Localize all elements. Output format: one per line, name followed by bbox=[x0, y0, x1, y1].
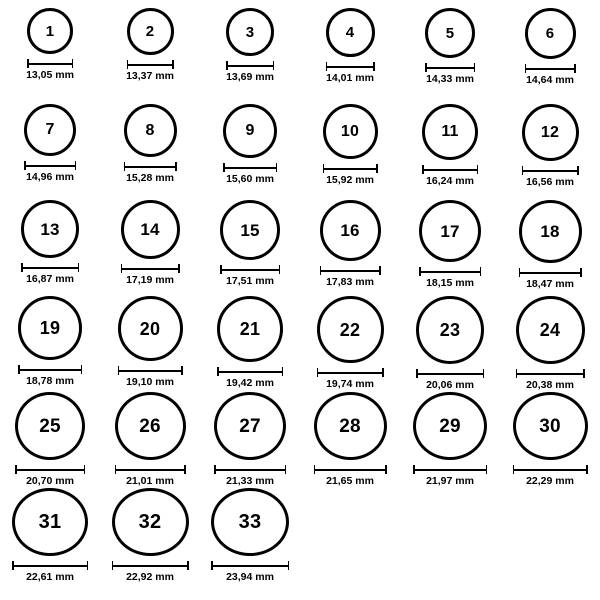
ring-size-cell bbox=[100, 392, 200, 488]
ring-circle bbox=[211, 488, 289, 556]
ring-size-label: 18 bbox=[540, 222, 560, 241]
ring-size-cell bbox=[0, 296, 100, 392]
dimension-annotation bbox=[214, 465, 286, 488]
dimension-tick-right-icon bbox=[276, 163, 278, 172]
dimension-tick-right-icon bbox=[474, 63, 476, 72]
ring-circle bbox=[326, 8, 375, 57]
dimension-annotation bbox=[15, 465, 85, 488]
dimension-line-icon bbox=[516, 369, 585, 378]
diameter-text: 13,05 mm bbox=[26, 69, 74, 81]
diameter-text: 21,33 mm bbox=[226, 475, 274, 488]
dimension-tick-left-icon bbox=[217, 367, 219, 376]
ring-size-label: 3 bbox=[245, 23, 255, 41]
ring-size-cell bbox=[500, 392, 600, 488]
ring-size-cell bbox=[100, 488, 200, 584]
diameter-text: 23,94 mm bbox=[226, 571, 274, 584]
ring-size-cell bbox=[100, 8, 200, 104]
ring-circle bbox=[21, 200, 79, 258]
dimension-line-icon bbox=[314, 465, 387, 474]
ring-circle bbox=[217, 296, 283, 362]
diameter-text: 17,51 mm bbox=[226, 275, 274, 287]
ring-size-cell bbox=[0, 488, 100, 584]
dimension-line-icon bbox=[317, 368, 384, 377]
dimension-annotation bbox=[422, 165, 478, 188]
dimension-tick-right-icon bbox=[379, 266, 381, 275]
dimension-tick-right-icon bbox=[583, 369, 585, 378]
dimension-line-icon bbox=[326, 62, 375, 71]
ring-size-label: 10 bbox=[340, 122, 360, 140]
ring-circle bbox=[422, 104, 478, 160]
diameter-text: 17,19 mm bbox=[126, 274, 174, 286]
dimension-tick-right-icon bbox=[175, 162, 177, 171]
ring-size-cell bbox=[200, 296, 300, 392]
ring-size-label: 28 bbox=[339, 415, 361, 437]
ring-circle bbox=[413, 392, 487, 460]
ring-size-label: 27 bbox=[239, 415, 261, 437]
ring-size-label: 4 bbox=[345, 24, 355, 41]
dimension-line-icon bbox=[124, 162, 177, 171]
ring-size-cell bbox=[0, 200, 100, 296]
dimension-tick-left-icon bbox=[314, 465, 316, 474]
ring-circle bbox=[118, 296, 183, 361]
ring-size-cell bbox=[300, 296, 400, 392]
dimension-tick-left-icon bbox=[422, 165, 424, 174]
dimension-annotation bbox=[126, 60, 174, 83]
diameter-text: 20,06 mm bbox=[426, 379, 474, 391]
dimension-tick-right-icon bbox=[285, 465, 287, 474]
dimension-tick-left-icon bbox=[226, 61, 228, 70]
diameter-text: 19,74 mm bbox=[326, 378, 374, 390]
dimension-tick-left-icon bbox=[516, 369, 518, 378]
diameter-text: 22,61 mm bbox=[26, 571, 74, 584]
ring-size-label: 26 bbox=[139, 415, 161, 437]
dimension-tick-right-icon bbox=[288, 561, 290, 570]
dimension-tick-right-icon bbox=[282, 367, 284, 376]
dimension-annotation bbox=[12, 561, 88, 584]
dimension-tick-left-icon bbox=[115, 465, 117, 474]
diameter-text: 19,10 mm bbox=[126, 376, 174, 388]
diameter-text: 14,33 mm bbox=[426, 73, 474, 85]
dimension-tick-right-icon bbox=[172, 60, 174, 69]
ring-size-label: 14 bbox=[140, 220, 160, 239]
dimension-tick-left-icon bbox=[124, 162, 126, 171]
ring-size-cell bbox=[400, 8, 500, 104]
dimension-tick-left-icon bbox=[317, 368, 319, 377]
diameter-text: 13,69 mm bbox=[226, 71, 274, 83]
dimension-tick-left-icon bbox=[519, 268, 521, 277]
dimension-annotation bbox=[21, 263, 79, 286]
ring-size-label: 6 bbox=[545, 25, 555, 42]
dimension-tick-left-icon bbox=[513, 465, 515, 474]
dimension-line-icon bbox=[513, 465, 588, 474]
dimension-tick-right-icon bbox=[273, 61, 275, 70]
dimension-line-icon bbox=[413, 465, 487, 474]
dimension-tick-left-icon bbox=[220, 265, 222, 274]
diameter-text: 18,15 mm bbox=[426, 277, 474, 289]
dimension-annotation bbox=[18, 365, 82, 388]
ring-size-label: 8 bbox=[145, 121, 155, 139]
ring-circle bbox=[220, 200, 280, 260]
dimension-tick-right-icon bbox=[187, 561, 189, 570]
ring-circle bbox=[214, 392, 286, 460]
ring-size-label: 31 bbox=[38, 511, 62, 534]
ring-circle bbox=[121, 200, 180, 259]
dimension-line-icon bbox=[211, 561, 289, 570]
ring-size-label: 17 bbox=[440, 221, 460, 241]
dimension-annotation bbox=[525, 64, 576, 87]
dimension-line-icon bbox=[519, 268, 582, 277]
ring-size-label: 33 bbox=[238, 511, 262, 534]
ring-circle bbox=[27, 8, 73, 54]
ring-size-label: 13 bbox=[40, 219, 60, 239]
dimension-annotation bbox=[124, 162, 177, 185]
ring-size-cell bbox=[400, 392, 500, 488]
ring-size-label: 30 bbox=[539, 415, 561, 437]
diameter-text: 16,87 mm bbox=[26, 273, 74, 285]
ring-size-cell bbox=[400, 296, 500, 392]
dimension-tick-left-icon bbox=[214, 465, 216, 474]
dimension-line-icon bbox=[21, 263, 79, 272]
dimension-tick-right-icon bbox=[376, 164, 378, 173]
dimension-tick-left-icon bbox=[127, 60, 129, 69]
ring-size-label: 2 bbox=[145, 23, 155, 40]
dimension-annotation bbox=[314, 465, 387, 488]
diameter-text: 22,29 mm bbox=[526, 475, 574, 488]
dimension-tick-left-icon bbox=[326, 62, 328, 71]
dimension-annotation bbox=[317, 368, 384, 391]
dimension-annotation bbox=[522, 166, 579, 189]
dimension-tick-right-icon bbox=[373, 62, 375, 71]
ring-circle bbox=[18, 296, 82, 360]
ring-size-label: 1 bbox=[45, 22, 55, 40]
ring-size-label: 16 bbox=[340, 221, 360, 240]
dimension-line-icon bbox=[115, 465, 186, 474]
dimension-line-icon bbox=[525, 64, 576, 73]
dimension-tick-left-icon bbox=[112, 561, 114, 570]
diameter-text: 14,64 mm bbox=[526, 74, 574, 86]
dimension-line-icon bbox=[112, 561, 189, 570]
dimension-annotation bbox=[513, 465, 588, 488]
ring-circle bbox=[15, 392, 85, 460]
ring-size-label: 5 bbox=[445, 24, 455, 42]
dimension-annotation bbox=[226, 61, 274, 84]
dimension-line-icon bbox=[214, 465, 286, 474]
dimension-tick-left-icon bbox=[425, 63, 427, 72]
ring-size-label: 24 bbox=[539, 320, 561, 341]
dimension-tick-right-icon bbox=[382, 368, 384, 377]
ring-size-cell bbox=[400, 104, 500, 200]
dimension-annotation bbox=[26, 59, 74, 82]
ring-size-cell bbox=[300, 104, 400, 200]
dimension-tick-left-icon bbox=[118, 366, 120, 375]
dimension-line-icon bbox=[425, 63, 475, 72]
ring-size-label: 21 bbox=[239, 319, 261, 339]
dimension-tick-right-icon bbox=[87, 561, 89, 570]
ring-size-label: 22 bbox=[339, 319, 361, 340]
dimension-line-icon bbox=[522, 166, 579, 175]
dimension-tick-right-icon bbox=[84, 465, 86, 474]
dimension-tick-left-icon bbox=[21, 263, 23, 272]
ring-circle bbox=[12, 488, 88, 556]
ring-circle bbox=[317, 296, 384, 363]
dimension-line-icon bbox=[127, 60, 174, 69]
ring-size-label: 32 bbox=[138, 511, 162, 534]
dimension-line-icon bbox=[323, 164, 378, 173]
ring-size-cell bbox=[200, 104, 300, 200]
dimension-tick-left-icon bbox=[27, 59, 29, 68]
diameter-text: 15,60 mm bbox=[226, 173, 274, 185]
ring-size-cell bbox=[100, 104, 200, 200]
ring-size-label: 7 bbox=[45, 121, 55, 138]
dimension-annotation bbox=[413, 465, 487, 488]
dimension-line-icon bbox=[320, 266, 381, 275]
dimension-line-icon bbox=[419, 267, 481, 276]
dimension-line-icon bbox=[217, 367, 283, 376]
dimension-line-icon bbox=[118, 366, 183, 375]
dimension-tick-right-icon bbox=[75, 161, 77, 170]
ring-circle bbox=[419, 200, 481, 262]
dimension-line-icon bbox=[15, 465, 85, 474]
ring-size-label: 23 bbox=[439, 320, 461, 340]
ring-size-cell bbox=[200, 392, 300, 488]
ring-circle bbox=[320, 200, 381, 261]
ring-size-cell bbox=[500, 296, 600, 392]
dimension-line-icon bbox=[27, 59, 73, 68]
dimension-tick-left-icon bbox=[323, 164, 325, 173]
dimension-tick-right-icon bbox=[480, 267, 482, 276]
ring-size-label: 25 bbox=[39, 415, 61, 437]
dimension-tick-right-icon bbox=[279, 265, 281, 274]
ring-size-label: 15 bbox=[240, 220, 260, 240]
dimension-tick-left-icon bbox=[18, 365, 20, 374]
ring-circle bbox=[525, 8, 576, 59]
dimension-tick-right-icon bbox=[385, 465, 387, 474]
dimension-line-icon bbox=[422, 165, 478, 174]
dimension-annotation bbox=[519, 268, 582, 291]
dimension-annotation bbox=[217, 367, 283, 390]
dimension-annotation bbox=[419, 267, 481, 290]
dimension-tick-right-icon bbox=[81, 365, 83, 374]
diameter-text: 14,01 mm bbox=[326, 72, 374, 84]
dimension-tick-right-icon bbox=[586, 465, 588, 474]
dimension-tick-right-icon bbox=[78, 263, 80, 272]
dimension-line-icon bbox=[12, 561, 88, 570]
dimension-annotation bbox=[416, 369, 484, 392]
ring-size-cell bbox=[300, 8, 400, 104]
dimension-annotation bbox=[425, 63, 475, 86]
diameter-text: 21,65 mm bbox=[326, 475, 374, 488]
ring-circle bbox=[24, 104, 76, 156]
diameter-text: 21,97 mm bbox=[426, 475, 474, 488]
ring-circle bbox=[124, 104, 177, 157]
dimension-tick-right-icon bbox=[477, 165, 479, 174]
dimension-line-icon bbox=[223, 163, 277, 172]
dimension-tick-right-icon bbox=[483, 369, 485, 378]
ring-circle bbox=[519, 200, 582, 263]
diameter-text: 18,47 mm bbox=[526, 278, 574, 290]
ring-size-label: 9 bbox=[245, 122, 255, 139]
ring-size-cell bbox=[300, 200, 400, 296]
ring-circle bbox=[223, 104, 277, 158]
diameter-text: 17,83 mm bbox=[326, 276, 374, 288]
dimension-annotation bbox=[121, 264, 180, 287]
ring-size-cell bbox=[500, 8, 600, 104]
dimension-annotation bbox=[211, 561, 289, 584]
ring-size-label: 12 bbox=[540, 123, 560, 141]
diameter-text: 15,92 mm bbox=[326, 174, 374, 186]
ring-size-cell bbox=[200, 200, 300, 296]
dimension-tick-right-icon bbox=[486, 465, 488, 474]
dimension-line-icon bbox=[24, 161, 76, 170]
dimension-tick-right-icon bbox=[178, 264, 180, 273]
diameter-text: 13,37 mm bbox=[126, 70, 174, 82]
dimension-tick-left-icon bbox=[24, 161, 26, 170]
ring-size-cell bbox=[100, 200, 200, 296]
ring-size-label: 29 bbox=[439, 415, 461, 437]
diameter-text: 16,24 mm bbox=[426, 175, 474, 187]
dimension-tick-left-icon bbox=[416, 369, 418, 378]
diameter-text: 22,92 mm bbox=[126, 571, 174, 584]
ring-size-cell bbox=[0, 104, 100, 200]
dimension-tick-left-icon bbox=[223, 163, 225, 172]
diameter-text: 18,78 mm bbox=[26, 375, 74, 387]
dimension-annotation bbox=[115, 465, 186, 488]
ring-size-label: 11 bbox=[441, 123, 459, 140]
diameter-text: 21,01 mm bbox=[126, 475, 174, 488]
ring-circle bbox=[416, 296, 484, 364]
dimension-line-icon bbox=[121, 264, 180, 273]
ring-size-label: 20 bbox=[139, 318, 161, 339]
dimension-tick-left-icon bbox=[15, 465, 17, 474]
ring-size-cell bbox=[500, 200, 600, 296]
dimension-annotation bbox=[320, 266, 381, 289]
ring-circle bbox=[513, 392, 588, 460]
dimension-tick-right-icon bbox=[580, 268, 582, 277]
ring-circle bbox=[516, 296, 585, 364]
ring-circle bbox=[115, 392, 186, 460]
ring-size-cell bbox=[100, 296, 200, 392]
dimension-annotation bbox=[326, 62, 375, 85]
dimension-annotation bbox=[220, 265, 280, 288]
ring-size-cell bbox=[200, 488, 300, 584]
dimension-tick-left-icon bbox=[525, 64, 527, 73]
dimension-line-icon bbox=[416, 369, 484, 378]
diameter-text: 16,56 mm bbox=[526, 176, 574, 188]
dimension-tick-left-icon bbox=[413, 465, 415, 474]
dimension-tick-left-icon bbox=[12, 561, 14, 570]
dimension-line-icon bbox=[18, 365, 82, 374]
dimension-annotation bbox=[516, 369, 585, 392]
dimension-tick-left-icon bbox=[320, 266, 322, 275]
dimension-tick-right-icon bbox=[72, 59, 74, 68]
diameter-text: 19,42 mm bbox=[226, 377, 274, 389]
dimension-tick-left-icon bbox=[522, 166, 524, 175]
diameter-text: 20,70 mm bbox=[26, 475, 74, 488]
ring-circle bbox=[314, 392, 387, 460]
dimension-line-icon bbox=[220, 265, 280, 274]
ring-size-cell bbox=[200, 8, 300, 104]
dimension-tick-left-icon bbox=[419, 267, 421, 276]
ring-size-cell bbox=[500, 104, 600, 200]
diameter-text: 20,38 mm bbox=[526, 379, 574, 392]
dimension-tick-right-icon bbox=[184, 465, 186, 474]
dimension-tick-left-icon bbox=[121, 264, 123, 273]
ring-circle bbox=[112, 488, 189, 556]
ring-size-cell bbox=[0, 8, 100, 104]
ring-size-label: 19 bbox=[39, 318, 61, 338]
dimension-tick-right-icon bbox=[181, 366, 183, 375]
ring-circle bbox=[425, 8, 475, 58]
dimension-annotation bbox=[223, 163, 277, 186]
dimension-tick-right-icon bbox=[574, 64, 576, 73]
ring-size-cell bbox=[400, 200, 500, 296]
ring-circle bbox=[127, 8, 174, 55]
ring-circle bbox=[226, 8, 274, 56]
diameter-text: 14,96 mm bbox=[26, 171, 74, 183]
ring-circle bbox=[522, 104, 579, 161]
dimension-annotation bbox=[112, 561, 189, 584]
dimension-annotation bbox=[24, 161, 76, 184]
dimension-tick-right-icon bbox=[577, 166, 579, 175]
dimension-tick-left-icon bbox=[211, 561, 213, 570]
diameter-text: 15,28 mm bbox=[126, 172, 174, 184]
dimension-line-icon bbox=[226, 61, 274, 70]
dimension-annotation bbox=[323, 164, 378, 187]
ring-circle bbox=[323, 104, 378, 159]
ring-size-cell bbox=[300, 392, 400, 488]
dimension-annotation bbox=[118, 366, 183, 389]
ring-size-cell bbox=[0, 392, 100, 488]
